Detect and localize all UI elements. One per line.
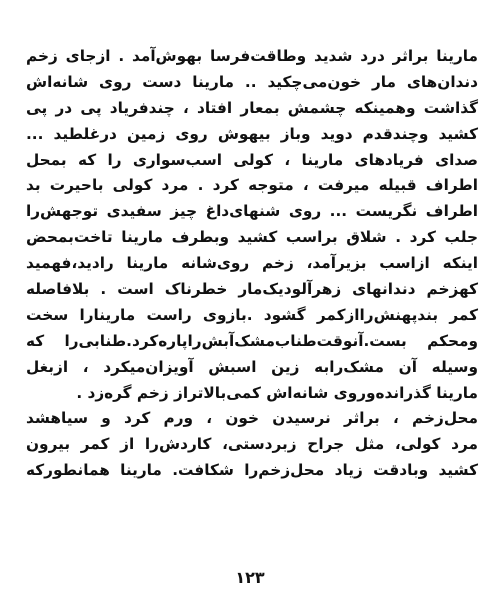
text-line: کمر بندپهنش‌راازکمر گشود .بازوی راست مارینارا سخت <box>26 305 478 324</box>
text-line: صدای فریادهای مارینا ، کولی اسب‌سواری را که بمحل <box>26 150 478 169</box>
text-line: مارینا براثر درد شدید وطاقت‌فرسا بهوش‌آمد . ازجای زخم <box>26 47 478 65</box>
text-line: مارینا گذرانده‌وروی شانه‌اش کمی‌بالاتراز زخم گره‌زد . <box>76 383 478 402</box>
text-line: دندان‌های مار خون‌می‌چکید .. مارینا دست روی شانه‌اش <box>26 72 478 91</box>
text-line: ومحکم بست.آنوقت‌طناب‌مشک‌آبش‌راپاره‌کرد.طنابی‌را که <box>26 331 478 350</box>
text-line: کشید وچندقدم دوید وباز بیهوش روی زمین درغلطید ... <box>26 124 478 143</box>
text-line: کشید وبادقت زیاد محل‌زخم‌را شکافت. مارینا هما‌نطور‌که <box>26 461 478 480</box>
text-line: اینکه ازاسب بزیرآمد، زخم روی‌شانه مارینا رادید،فهمید <box>26 254 478 273</box>
text-line: گذاشت وهمینکه چشمش بمعار افتاد ، چندفریاد پی در پی <box>26 98 478 117</box>
page-number: ۱۲۳ <box>235 568 265 587</box>
text-line: محل‌زخم ، براثر نرسیدن خون ، ورم کرد و سیاهشد <box>26 409 478 428</box>
text-line: اطراف قبیله میرفت ، متوجه کرد . مرد کولی باحیرت بد <box>26 176 478 195</box>
text-line: جلب کرد . شلاق براسب کشید وبطرف مارینا تاخت‌بمحض <box>26 228 478 247</box>
text-line: مرد کولی، مثل جراح زبردستی، کاردش‌را از کمر بیرون <box>26 435 478 454</box>
body-text <box>26 44 478 484</box>
text-line: کهزخم دندانهای زهرآلودیک‌مار خطرناک است . بلافاصله <box>26 280 478 299</box>
text-line: وسیله آن مشک‌رابه زین اسبش آویزان‌میکرد ، ازبغل <box>26 357 478 376</box>
text-line: اطراف نگریست ... روی شنهای‌داغ چیز سفیدی توجهش‌را <box>26 202 478 221</box>
